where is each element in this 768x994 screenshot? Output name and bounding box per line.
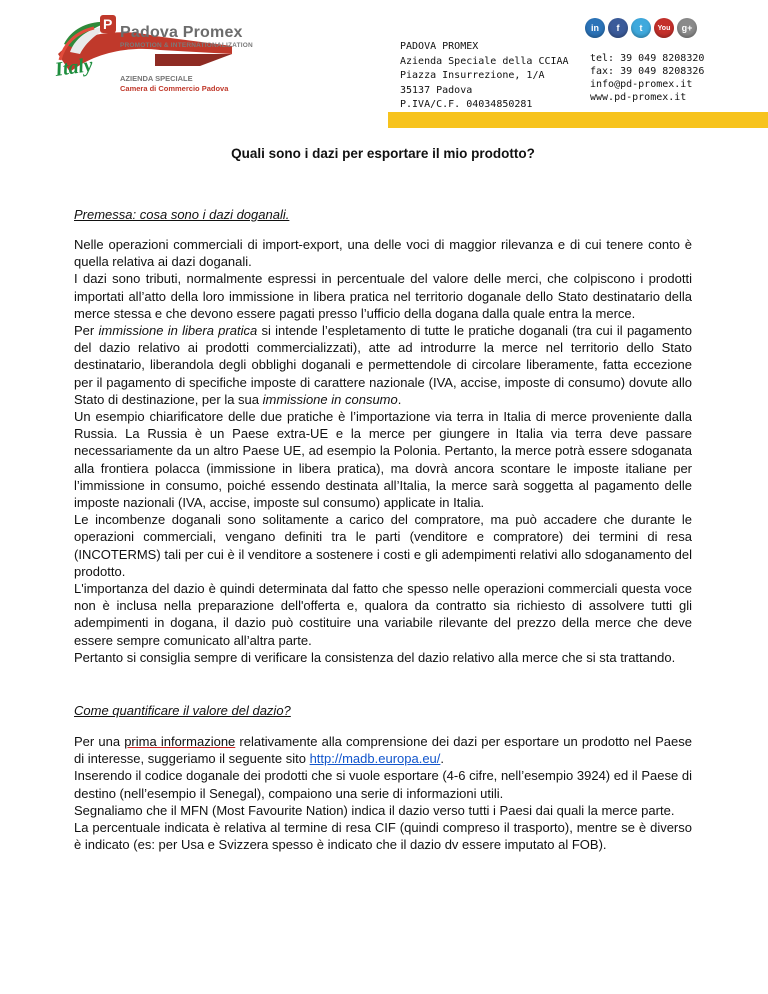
paragraph: I dazi sono tributi, normalmente espressi in percentuale del valore delle merci, che colpiscono i prodotti importati all’atto della loro immissione in libera pratica nel territorio doganale dello Stato destinatario della merce stessa e che devono essere pagati presso l’ufficio della dogana dalla quale entra la merce. <box>74 271 692 321</box>
svg-text:P: P <box>103 16 113 32</box>
contact-email[interactable]: info@pd-promex.it <box>590 79 693 90</box>
letterhead <box>0 0 768 110</box>
text-run: si intende l’espletamento di tutte le pratiche doganali (tra cui il pagamento del dazio relativo ai prodotti commercializzati), atte ad introdurre la merce nel territorio dello Stato destinatario, liberandola degli obblighi doganali e permettendole di circolare liberamente, fatta eccezione per il pagamento di specifiche imposte di carattere nazionale (IVA, accise, imposte di consumo) dovute allo Stato di destinazione, per la sua <box>74 323 693 407</box>
emphasis: immissione in libera pratica <box>98 323 258 339</box>
address-line: P.IVA/C.F. 04034850281 <box>400 99 533 110</box>
contact-fax: fax: 39 049 8208326 <box>590 66 705 77</box>
contact-tel: tel: 39 049 8208320 <box>590 53 705 64</box>
address-line: 35137 Padova <box>400 84 473 96</box>
paragraph: Segnaliamo che il MFN (Most Favourite Nation) indica il dazio verso tutti i Paesi dai quali la merce parte. <box>74 802 675 818</box>
logo-azienda: AZIENDA SPECIALE <box>120 74 193 83</box>
paragraph: L'importanza del dazio è quindi determinata dal fatto che spesso nelle operazioni commerciali questa voce non è inclusa nella preparazione dell'offerta e, qualora da contratto sia richiesto di assolvere tutti gli adempimenti in dogana, il dazio può costituire una variabile rilevante del prezzo della merce che deve essere sempre comunicato all’altra parte. <box>74 581 692 648</box>
social-icons <box>585 18 697 38</box>
emphasis: immissione in consumo <box>262 391 398 407</box>
address-block <box>400 40 569 113</box>
section-premessa-text <box>74 236 692 666</box>
text-run: . <box>440 751 445 767</box>
contact-block <box>590 52 704 104</box>
paragraph: Un esempio chiarificatore delle due pratiche è l’importazione via terra in Italia di merce proveniente dalla Russia. La Russia è un Paese extra-UE e la merce per giungere in Italia via terra deve passare necessariamente da un altro Paese UE, ad esempio la Polonia. Pertanto, la merce potrà essere sdoganata alla frontiera polacca (immissione in libera pratica), ma dovrà ancora scontare le imposte italiane per l’immissione in consumo, poiché essendo destinata all’Italia, la merce sarà soggetta al pagamento delle imposte nazionali (IVA, accise, imposte sul consumo) applicate in Italia. <box>74 409 692 511</box>
paragraph: Inserendo il codice doganale dei prodotti che si vuole esportare (4-6 cifre, nell’esempio 3924) ed il Paese di destino (nell’esempio il Senegal), compaiono una serie di informazioni utili. <box>74 768 692 801</box>
youtube-icon[interactable]: You <box>654 18 674 38</box>
madb-link[interactable]: http://madb.europa.eu/ <box>309 751 441 767</box>
twitter-icon[interactable]: t <box>631 18 651 38</box>
text-run: . <box>397 391 402 407</box>
section-heading-premessa: Premessa: cosa sono i dazi doganali. <box>74 207 290 222</box>
paragraph <box>74 322 692 408</box>
address-line: Azienda Speciale della CCIAA <box>400 55 569 67</box>
logo-italy-text: Italy <box>53 53 95 81</box>
paragraph: Pertanto si consiglia sempre di verificare la consistenza del dazio relativo alla merce che si sta trattando. <box>74 649 676 665</box>
section-heading-quantificare: Come quantificare il valore del dazio? <box>74 703 291 718</box>
paragraph: Le incombenze doganali sono solitamente a carico del compratore, ma può accadere che durante le operazioni commerciali, vengano definiti tra le parti (venditore e compratore) dei termini di resa (INCOTERMS) tali per cui è il venditore a sostenere i costi e gli adempimenti relativi allo sdoganamento del prodotto. <box>74 512 692 579</box>
logo-camera: Camera di Commercio Padova <box>120 84 229 93</box>
accent-bar <box>388 112 768 128</box>
document-title: Quali sono i dazi per esportare il mio prodotto? <box>231 146 535 161</box>
logo-tagline: PROMOTION & INTERNATIONALIZATION <box>120 42 253 49</box>
paragraph: La percentuale indicata è relativa al termine di resa CIF (quindi compreso il trasporto), mentre se è diverso è indicato (es: per Usa e Svizzera spesso è indicato che il dazio dv essere imputato al FOB). <box>74 820 692 853</box>
text-run: relativamente alla comprensione dei dazi per esportare un prodotto nel Paese di interesse, suggeriamo il seguente sito <box>74 734 693 767</box>
address-line: PADOVA PROMEX <box>400 41 479 52</box>
text-run: Per una <box>74 734 125 749</box>
text-run: Per <box>74 323 99 339</box>
logo-brand: Padova Promex <box>120 24 243 41</box>
address-line: Piazza Insurrezione, 1/A <box>400 70 545 81</box>
facebook-icon[interactable]: f <box>608 18 628 38</box>
paragraph <box>74 733 692 767</box>
section-quantificare-text <box>74 733 692 853</box>
googleplus-icon[interactable]: g+ <box>677 18 697 38</box>
contact-website[interactable]: www.pd-promex.it <box>590 92 687 103</box>
linkedin-icon[interactable]: in <box>585 18 605 38</box>
paragraph: Nelle operazioni commerciali di import-export, una delle voci di maggior rilevanza e di cui tenere conto è quella relativa ai dazi doganali. <box>74 237 692 270</box>
highlighted-text: prima informazione <box>124 734 236 749</box>
